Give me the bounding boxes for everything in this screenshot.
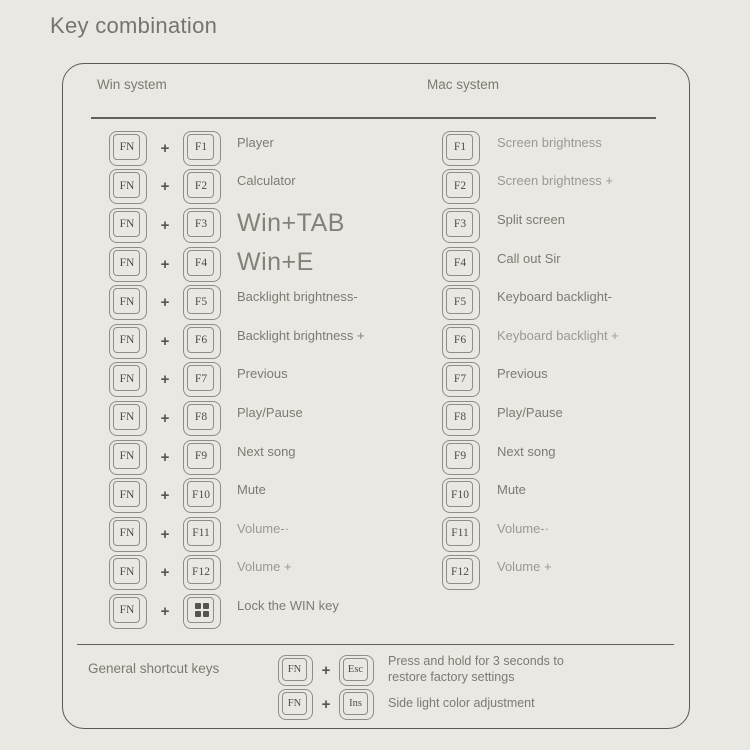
mac-shortcut-row: [442, 361, 619, 400]
shortcut-label: Call out Sir: [497, 250, 561, 266]
win-shortcut-list: [109, 129, 365, 631]
keycap-label: F5: [194, 295, 208, 308]
key-fn: [278, 655, 313, 686]
plus-sign: +: [160, 564, 170, 582]
keycap-label: FN: [119, 411, 135, 424]
keycap-label: FN: [119, 179, 135, 192]
keycap-label: FN: [119, 372, 135, 385]
key-fn: [109, 169, 147, 204]
win-shortcut-row: [109, 515, 365, 554]
windows-logo-key: [183, 594, 221, 629]
win-shortcut-row: [109, 245, 365, 284]
header-divider: [91, 117, 656, 119]
keycap-label: F12: [451, 565, 469, 578]
win-shortcut-row: [109, 438, 365, 477]
shortcut-label: Previous: [237, 366, 288, 382]
keycap-label: Esc: [347, 663, 364, 675]
general-shortcut-row: [278, 687, 603, 721]
plus-sign: +: [160, 139, 170, 157]
win-shortcut-row: [109, 361, 365, 400]
key-f1: [183, 131, 221, 166]
page-title: Key combination: [50, 13, 218, 38]
key-f2: [183, 169, 221, 204]
keycap-label: F4: [194, 257, 208, 270]
shortcut-label: Play/Pause: [237, 404, 303, 420]
shortcut-label: Lock the WIN key: [237, 597, 339, 613]
mac-shortcut-row: [442, 129, 619, 168]
keycap-label: FN: [119, 527, 135, 540]
keycap-label: FN: [119, 257, 135, 270]
keycap-label: F1: [453, 141, 467, 154]
shortcut-label: Screen brightness: [497, 134, 602, 150]
win-shortcut-row: [109, 592, 365, 631]
key-f5: [183, 285, 221, 320]
windows-logo-icon: [195, 603, 201, 609]
shortcut-label: Volume +: [237, 559, 292, 575]
win-shortcut-row: [109, 554, 365, 593]
mac-shortcut-row: [442, 554, 619, 593]
shortcut-label: Keyboard backlight +: [497, 327, 619, 343]
key-f12: [442, 555, 480, 590]
keycap-label: F9: [453, 450, 467, 463]
win-shortcut-row: [109, 322, 365, 361]
shortcut-label: Calculator: [237, 173, 296, 189]
win-shortcut-row: [109, 129, 365, 168]
key-f9: [183, 440, 221, 475]
key-f11: [183, 517, 221, 552]
key-f9: [442, 440, 480, 475]
keycap-label: F7: [194, 372, 208, 385]
key-f4: [442, 247, 480, 282]
shortcut-label: Mute: [497, 482, 526, 498]
keycap-label: FN: [287, 663, 302, 675]
plus-sign: +: [160, 371, 170, 389]
keycap-label: FN: [119, 450, 135, 463]
key-fn: [109, 362, 147, 397]
key-f7: [183, 362, 221, 397]
win-shortcut-row: [109, 399, 365, 438]
keycap-label: F6: [194, 334, 208, 347]
key-f3: [183, 208, 221, 243]
key-fn: [109, 555, 147, 590]
keycap-label: FN: [119, 218, 135, 231]
plus-sign: +: [160, 525, 170, 543]
key-f4: [183, 247, 221, 282]
key-fn: [109, 478, 147, 513]
key-f8: [442, 401, 480, 436]
keycap-label: F10: [451, 488, 469, 501]
key-fn: [109, 131, 147, 166]
shortcut-label: Win+E: [237, 247, 314, 276]
win-shortcut-row: [109, 476, 365, 515]
shortcut-label: Player: [237, 134, 274, 150]
keycap-label: F2: [194, 179, 208, 192]
keycap-label: F9: [194, 450, 208, 463]
shortcut-label: Backlight brightness-: [237, 289, 358, 305]
key-f10: [442, 478, 480, 513]
key-fn: [109, 594, 147, 629]
shortcut-label: Screen brightness +: [497, 173, 613, 189]
keycap-label: F11: [192, 527, 210, 540]
key-ins: [339, 689, 374, 720]
key-f6: [183, 324, 221, 359]
keycap-label: F6: [453, 334, 467, 347]
general-shortcut-row: [278, 653, 603, 687]
keycap-label: F4: [453, 257, 467, 270]
shortcut-label: Side light color adjustment: [388, 696, 535, 711]
keycap-label: FN: [119, 565, 135, 578]
plus-sign: +: [160, 487, 170, 505]
key-f12: [183, 555, 221, 590]
key-f11: [442, 517, 480, 552]
keycap-label: FN: [119, 488, 135, 501]
plus-sign: +: [321, 661, 331, 679]
keycap-label: F10: [192, 488, 210, 501]
mac-shortcut-row: [442, 515, 619, 554]
shortcut-label: Mute: [237, 482, 266, 498]
shortcut-label: Play/Pause: [497, 404, 563, 420]
plus-sign: +: [321, 695, 331, 713]
key-f1: [442, 131, 480, 166]
shortcut-label: Volume-·: [237, 520, 290, 536]
shortcut-label: Keyboard backlight-: [497, 289, 612, 305]
key-f6: [442, 324, 480, 359]
mac-shortcut-list: [442, 129, 619, 592]
key-f3: [442, 208, 480, 243]
shortcut-label: Previous: [497, 366, 548, 382]
section-divider: [77, 644, 674, 645]
keycap-label: F7: [453, 372, 467, 385]
shortcut-label: Backlight brightness +: [237, 327, 365, 343]
shortcut-label: Win+TAB: [237, 208, 345, 237]
keycap-label: F5: [453, 295, 467, 308]
key-fn: [109, 285, 147, 320]
shortcut-panel: [62, 63, 690, 729]
mac-shortcut-row: [442, 322, 619, 361]
keycap-label: F1: [194, 141, 208, 154]
keycap-label: FN: [119, 604, 135, 617]
plus-sign: +: [160, 602, 170, 620]
plus-sign: +: [160, 178, 170, 196]
mac-shortcut-row: [442, 206, 619, 245]
key-f2: [442, 169, 480, 204]
keycap-label: F8: [194, 411, 208, 424]
keycap-label: FN: [119, 295, 135, 308]
shortcut-label: Volume +: [497, 559, 552, 575]
shortcut-label: Split screen: [497, 211, 565, 227]
plus-sign: +: [160, 409, 170, 427]
win-shortcut-row: [109, 206, 365, 245]
key-fn: [109, 517, 147, 552]
shortcut-label: Next song: [497, 443, 556, 459]
win-shortcut-row: [109, 283, 365, 322]
plus-sign: +: [160, 332, 170, 350]
shortcut-label: Next song: [237, 443, 296, 459]
plus-sign: +: [160, 216, 170, 234]
key-fn: [109, 208, 147, 243]
keycap-label: FN: [119, 334, 135, 347]
general-shortcuts-label: General shortcut keys: [88, 661, 220, 676]
keycap-label: F11: [451, 527, 469, 540]
win-system-header: Win system: [97, 77, 167, 92]
plus-sign: +: [160, 294, 170, 312]
shortcut-label: Volume-·: [497, 520, 550, 536]
mac-system-header: Mac system: [427, 77, 500, 92]
keycap-label: F3: [453, 218, 467, 231]
mac-shortcut-row: [442, 399, 619, 438]
mac-shortcut-row: [442, 283, 619, 322]
key-f7: [442, 362, 480, 397]
key-fn: [109, 440, 147, 475]
plus-sign: +: [160, 255, 170, 273]
keycap-label: F3: [194, 218, 208, 231]
keycap-label: FN: [119, 141, 135, 154]
general-shortcut-list: [278, 653, 603, 721]
mac-shortcut-row: [442, 476, 619, 515]
key-f5: [442, 285, 480, 320]
keycap-label: Ins: [349, 697, 362, 709]
keycap-label: F12: [192, 565, 210, 578]
key-esc: [339, 655, 374, 686]
key-fn: [109, 324, 147, 359]
win-shortcut-row: [109, 168, 365, 207]
plus-sign: +: [160, 448, 170, 466]
mac-shortcut-row: [442, 168, 619, 207]
shortcut-label: Press and hold for 3 seconds to restore factory settings: [388, 654, 564, 684]
mac-shortcut-row: [442, 245, 619, 284]
key-fn: [109, 401, 147, 436]
key-fn: [278, 689, 313, 720]
mac-shortcut-row: [442, 438, 619, 477]
keycap-label: F8: [453, 411, 467, 424]
key-fn: [109, 247, 147, 282]
key-f10: [183, 478, 221, 513]
keycap-label: F2: [453, 179, 467, 192]
keycap-label: FN: [287, 697, 302, 709]
key-f8: [183, 401, 221, 436]
